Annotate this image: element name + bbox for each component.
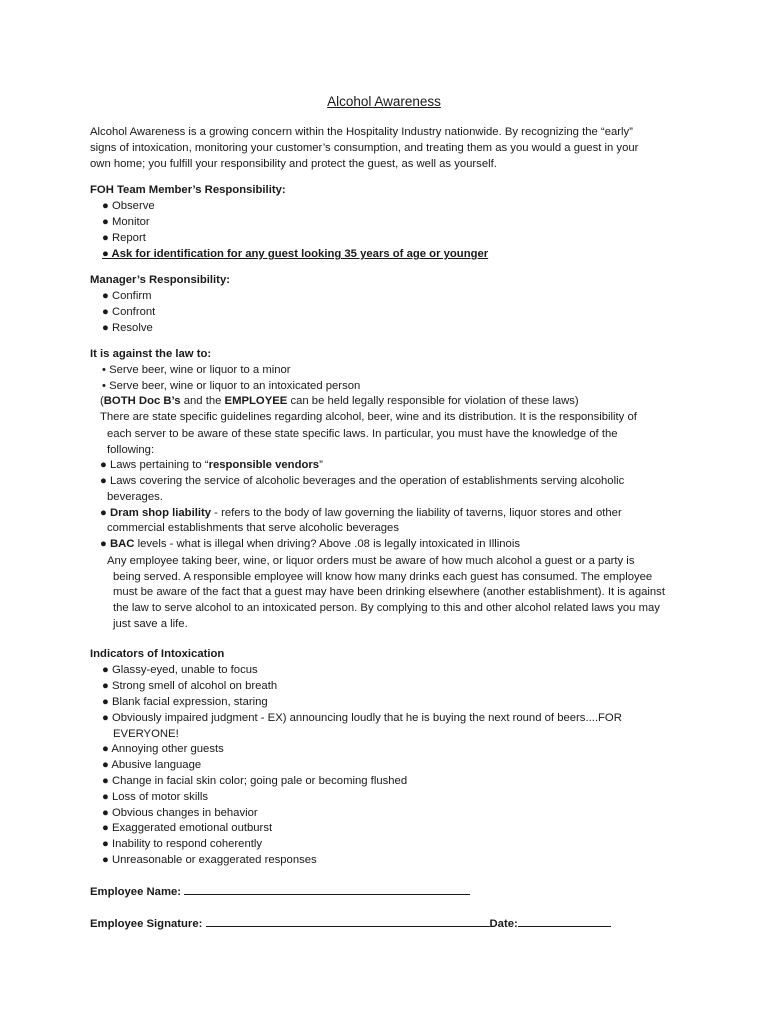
liability-note — [100, 393, 579, 409]
liability-both: BOTH Doc B’s — [103, 395, 181, 407]
state-line: each server to be aware of these state specific laws. In particular, you must have the knowledge of the — [107, 428, 618, 440]
employee-name-row — [90, 883, 470, 900]
liability-rest: can be held legally responsible for violation of these laws) — [287, 395, 579, 407]
bac-rest: levels - what is illegal when driving? Above .08 is legally intoxicated in Illinois — [134, 538, 521, 550]
employee-signature-field[interactable] — [206, 915, 490, 927]
indicator-item: ● Abusive language — [102, 759, 202, 771]
indicator-item: ● Unreasonable or exaggerated responses — [102, 854, 317, 866]
bac-bullet: ● — [100, 538, 110, 550]
employee-line: being served. A responsible employee will know how many drinks each guest has consumed. The employee — [113, 571, 653, 583]
intro-line: Alcohol Awareness is a growing concern within the Hospitality Industry nationwide. By recognizing the “early” — [90, 126, 633, 138]
bac-bold: BAC — [109, 538, 135, 550]
liability-open: ( — [100, 395, 104, 407]
employee-line: the law to serve alcohol to an intoxicated person. By complying to this and other alcohol related laws you may — [113, 602, 660, 614]
intro-line: own home; you fulfill your responsibility and protect the guest, as well as yourself. — [90, 158, 497, 170]
employee-line: must be aware of the fact that a guest may have been drinking elsewhere (another establishment). It is against — [113, 586, 665, 598]
dram-bold: Dram shop liability — [109, 507, 212, 519]
indicator-item: ● Annoying other guests — [102, 743, 224, 755]
law-item: • Serve beer, wine or liquor to a minor — [102, 364, 291, 376]
dram-rest: - refers to the body of law governing the liability of taverns, liquor stores and other — [211, 507, 622, 519]
foh-item: ● Observe — [102, 200, 155, 212]
indicator-item: ● Obvious changes in behavior — [102, 807, 258, 819]
indicator-item: ● Exaggerated emotional outburst — [102, 822, 273, 834]
service-line: beverages. — [107, 491, 163, 503]
liability-and: and the — [180, 395, 225, 407]
vendors-bold: responsible vendors — [208, 459, 320, 471]
employee-signature-label: Employee Signature: — [90, 918, 203, 930]
indicator-item: ● Obviously impaired judgment - EX) announcing loudly that he is buying the next round of beers....FOR — [102, 712, 622, 724]
foh-heading: FOH Team Member’s Responsibility: — [90, 184, 286, 196]
employee-name-field[interactable] — [184, 883, 470, 895]
manager-item: ● Confront — [102, 306, 156, 318]
dram-bullet: ● — [100, 507, 110, 519]
vendors-item — [100, 457, 323, 473]
foh-id-item: ● Ask for identification for any guest looking 35 years of age or younger — [102, 248, 489, 260]
indicator-item: ● Inability to respond coherently — [102, 838, 263, 850]
manager-item: ● Resolve — [102, 322, 153, 334]
employee-name-label: Employee Name: — [90, 886, 182, 898]
manager-item: ● Confirm — [102, 290, 152, 302]
dram-item — [100, 505, 622, 521]
intro-line: signs of intoxication, monitoring your customer’s consumption, and treating them as you would a guest in your — [90, 142, 639, 154]
service-line: ● Laws covering the service of alcoholic beverages and the operation of establishments serving alcoholic — [100, 475, 625, 487]
liability-employee: EMPLOYEE — [224, 395, 288, 407]
state-line: There are state specific guidelines regarding alcohol, beer, wine and its distribution. It is the responsibility of — [100, 411, 637, 423]
employee-signature-row — [90, 915, 611, 932]
law-heading: It is against the law to: — [90, 348, 212, 360]
indicator-item: ● Loss of motor skills — [102, 791, 209, 803]
law-item: • Serve beer, wine or liquor to an intoxicated person — [102, 380, 361, 392]
employee-line: Any employee taking beer, wine, or liquor orders must be aware of how much alcohol a guest or a party is — [107, 555, 635, 567]
foh-item: ● Report — [102, 232, 146, 244]
employee-line: just save a life. — [113, 618, 188, 630]
date-label: Date: — [489, 918, 518, 930]
manager-heading: Manager’s Responsibility: — [90, 274, 230, 286]
foh-item: ● Monitor — [102, 216, 150, 228]
vendors-post: ” — [319, 459, 323, 471]
bac-item — [100, 536, 520, 552]
indicator-item: ● Change in facial skin color; going pale or becoming flushed — [102, 775, 408, 787]
indicator-continuation: EVERYONE! — [113, 728, 179, 740]
indicators-heading: Indicators of Intoxication — [90, 648, 225, 660]
indicator-item: ● Glassy-eyed, unable to focus — [102, 664, 258, 676]
indicator-item: ● Blank facial expression, staring — [102, 696, 268, 708]
state-line: following: — [107, 444, 155, 456]
date-field[interactable] — [518, 915, 611, 927]
vendors-pre: ● Laws pertaining to “ — [100, 459, 209, 471]
indicator-item: ● Strong smell of alcohol on breath — [102, 680, 278, 692]
document-title: Alcohol Awareness — [327, 94, 441, 109]
dram-line2: commercial establishments that serve alcoholic beverages — [107, 522, 399, 534]
